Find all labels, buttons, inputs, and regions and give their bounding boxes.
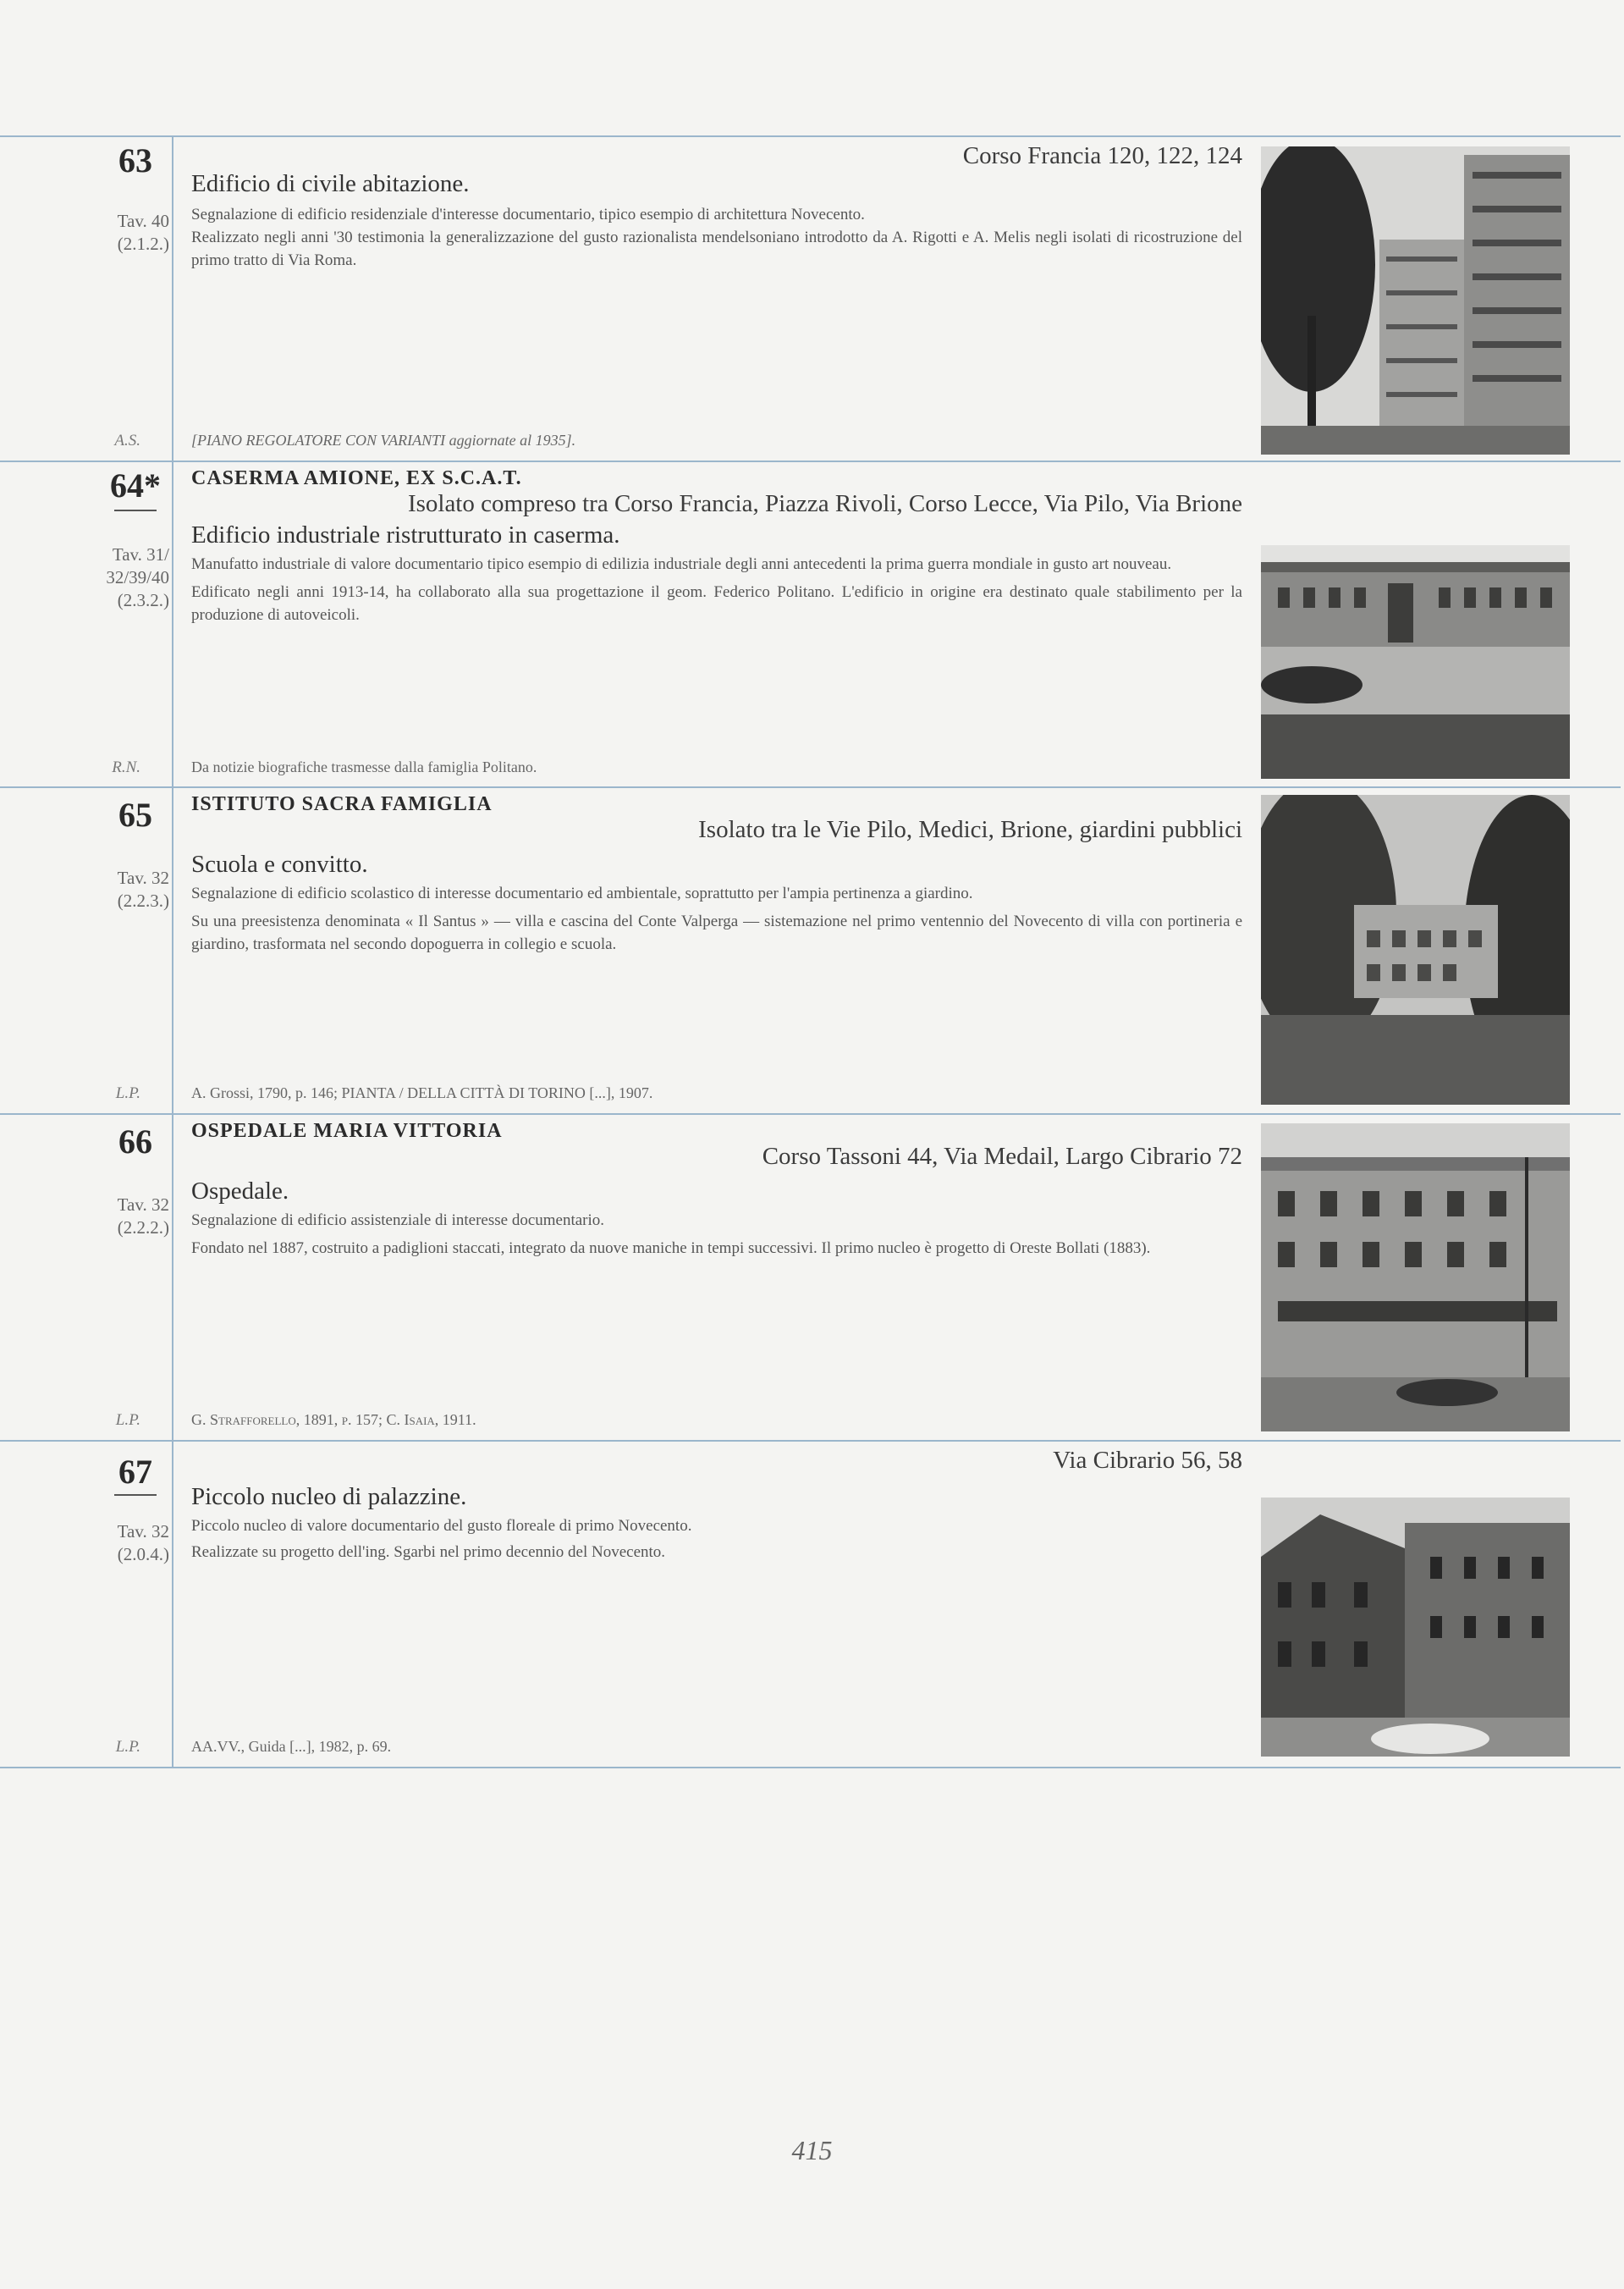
author-initials: L.P.	[115, 1084, 140, 1102]
building-photo	[1261, 1498, 1570, 1757]
entry-paragraph: Fondato nel 1887, costruito a padiglioni staccati, integrato da nuove maniche in tempi successivi. Il primo nucleo è progetto di Oreste Bollati (1883).	[191, 1239, 1151, 1257]
entry-67	[0, 1440, 1621, 1767]
tav-reference	[51, 867, 169, 913]
number-underline	[114, 510, 157, 511]
entry-number: 64*	[110, 466, 161, 505]
tav-line: (2.3.2.)	[117, 590, 169, 610]
building-photo	[1261, 545, 1570, 779]
entry-source: Da notizie biografiche trasmesse dalla famiglia Politano.	[191, 758, 537, 775]
entry-name: ISTITUTO SACRA FAMIGLIA	[191, 793, 493, 815]
separator-line	[0, 1767, 1621, 1768]
entry-paragraph: Edificato negli anni 1913-14, ha collaborato alla sua progettazione il geom. Federico Politano. L'edificio in origine era destinato quale stabilimento per la produzione di autoveicoli.	[191, 583, 1242, 624]
entry-65	[0, 786, 1621, 1113]
entry-source: G. Strafforello, 1891, p. 157; C. Isaia, 1911.	[191, 1411, 476, 1428]
entry-number: 65	[118, 796, 152, 834]
tav-line: (2.2.2.)	[117, 1217, 169, 1238]
entry-address: Corso Francia 120, 122, 124	[962, 142, 1242, 169]
entry-address: Via Cibrario 56, 58	[1053, 1447, 1242, 1474]
tav-line: Tav. 31/	[112, 544, 169, 565]
entry-address: Isolato compreso tra Corso Francia, Piazza Rivoli, Corso Lecce, Via Pilo, Via Brione	[407, 490, 1242, 517]
tav-reference	[51, 1520, 169, 1566]
page-number: 415	[791, 2135, 833, 2165]
entry-66	[0, 1113, 1621, 1440]
entry-source: [PIANO REGOLATORE CON VARIANTI aggiornate al 1935].	[191, 432, 576, 449]
author-initials: L.P.	[115, 1411, 140, 1429]
tav-line: Tav. 40	[117, 211, 169, 231]
entry-number: 66	[118, 1122, 152, 1161]
entry-paragraph: Su una preesistenza denominata « Il Santus » — villa e cascina del Conte Valperga — sistemazione nel primo ventennio del Novecento di villa con portineria e giardino, trasformata nel secondo dopoguerra in collegio e scuola.	[191, 913, 1242, 953]
entry-63	[0, 135, 1621, 461]
tav-line: Tav. 32	[117, 868, 169, 888]
entry-type: Edificio industriale ristrutturato in caserma.	[191, 521, 620, 549]
entry-paragraph: Realizzate su progetto dell'ing. Sgarbi nel primo decennio del Novecento.	[191, 1543, 666, 1561]
entry-content	[191, 793, 1242, 956]
tav-line: (2.0.4.)	[117, 1544, 169, 1564]
entry-name: CASERMA AMIONE, EX S.C.A.T.	[191, 467, 522, 489]
entry-content	[191, 467, 1242, 626]
tav-line: Tav. 32	[117, 1521, 169, 1542]
tav-line: Tav. 32	[117, 1194, 169, 1215]
entry-type: Piccolo nucleo di palazzine.	[191, 1483, 467, 1510]
entry-64	[0, 461, 1621, 786]
building-photo	[1261, 146, 1570, 455]
entry-type: Ospedale.	[191, 1178, 289, 1205]
entry-paragraph: Manufatto industriale di valore documentario tipico esempio di edilizia industriale degli anni antecedenti la prima guerra mondiale in gusto art nouveau.	[191, 555, 1172, 573]
entry-content	[191, 1447, 1242, 1564]
building-photo	[1261, 1123, 1570, 1431]
entry-number: 67	[118, 1453, 152, 1491]
tav-reference	[51, 543, 169, 612]
entry-paragraph: Segnalazione di edificio residenziale d'interesse documentario, tipico esempio di architettura Novecento.	[191, 206, 865, 223]
number-underline	[114, 1494, 157, 1496]
entry-source: AA.VV., Guida [...], 1982, p. 69.	[191, 1738, 392, 1755]
tav-line: 32/39/40	[106, 567, 169, 587]
entry-paragraph: Segnalazione di edificio scolastico di interesse documentario ed ambientale, soprattutto per l'ampia pertinenza a giardino.	[191, 885, 973, 902]
tav-line: (2.1.2.)	[117, 234, 169, 254]
author-initials: A.S.	[114, 432, 140, 450]
author-initials: R.N.	[112, 758, 140, 776]
tav-reference	[51, 1194, 169, 1239]
entry-paragraph: Segnalazione di edificio assistenziale di interesse documentario.	[191, 1211, 605, 1229]
entry-content	[191, 142, 1242, 272]
entry-paragraph: Piccolo nucleo di valore documentario del gusto floreale di primo Novecento.	[191, 1517, 692, 1535]
entry-address: Isolato tra le Vie Pilo, Medici, Brione, giardini pubblici	[698, 816, 1242, 843]
entry-type: Scuola e convitto.	[191, 851, 368, 878]
tav-line: (2.2.3.)	[117, 891, 169, 911]
tav-reference	[51, 210, 169, 256]
author-initials: L.P.	[115, 1738, 140, 1756]
entry-content	[191, 1120, 1242, 1260]
entry-source: A. Grossi, 1790, p. 146; PIANTA / DELLA CITTÀ DI TORINO [...], 1907.	[191, 1084, 653, 1101]
entry-address: Corso Tassoni 44, Via Medail, Largo Cibrario 72	[762, 1143, 1242, 1170]
entry-type: Edificio di civile abitazione.	[191, 170, 470, 197]
entry-paragraph: Realizzato negli anni '30 testimonia la generalizzazione del gusto razionalista mendelsoniano introdotto da A. Rigotti e A. Melis negli isolati di ricostruzione del primo tratto di Via Roma.	[191, 229, 1242, 269]
building-photo	[1261, 795, 1570, 1105]
entry-name: OSPEDALE MARIA VITTORIA	[191, 1120, 503, 1142]
entry-number: 63	[118, 141, 152, 179]
